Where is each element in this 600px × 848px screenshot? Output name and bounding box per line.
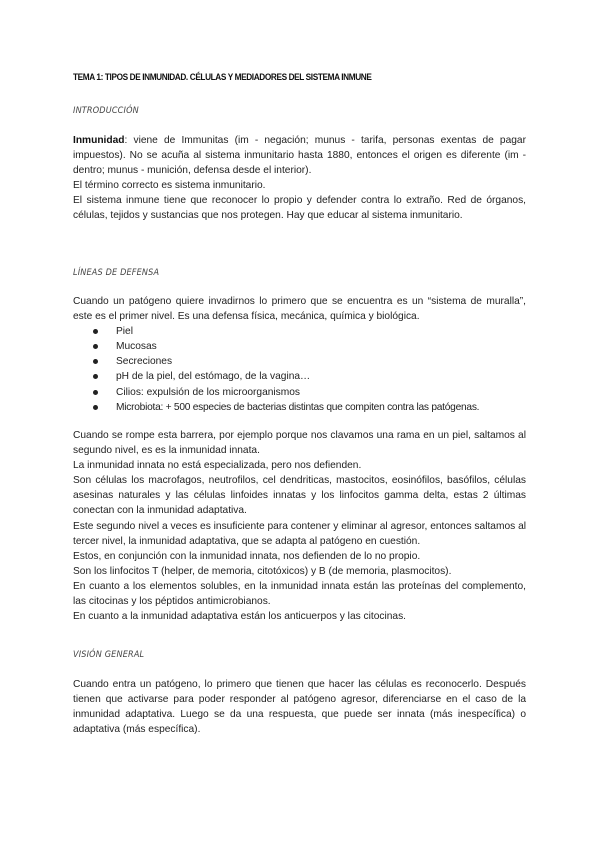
- bullet-icon: [93, 405, 98, 410]
- list-item: pH de la piel, del estómago, de la vagina…: [93, 369, 526, 384]
- defense-paragraph-8: En cuanto a los elementos solubles, en la inmunidad innata están las proteínas del complemento, las citocinas y los péptidos antimicrobianos.: [73, 580, 526, 608]
- intro-paragraph-1: [73, 133, 526, 178]
- defense-paragraph-6: Estos, en conjunción con la inmunidad innata, nos defienden de lo no propio.: [73, 550, 421, 562]
- bullet-icon: [93, 374, 98, 379]
- bullet-icon: [93, 359, 98, 364]
- defense-block: [73, 294, 526, 415]
- defense-levels-block: [73, 428, 526, 624]
- overview-paragraph-1: Cuando entra un patógeno, lo primero que tienen que hacer las células es reconocerlo. Después tienen que activarse para poder responder al patógeno agresor, diferenciarse en el caso de la inmunidad adaptativa. Luego se da una respuesta, que puede ser innata (más inespecífica) o adaptativa (más específica).: [73, 679, 526, 736]
- defense-paragraph-9: En cuanto a la inmunidad adaptativa están los anticuerpos y las citocinas.: [73, 611, 406, 623]
- overview-block: [73, 677, 526, 737]
- defense-paragraph-4: Son células los macrofagos, neutrofilos, cel dendriticas, mastocitos, eosinófilos, basófilos, células asesinas naturales y las células linfoides innatas y los linfocitos gamma delta, estas 2 últimas conectan con la inmunidad adaptativa.: [73, 475, 526, 517]
- defense-paragraph-7: Son los linfocitos T (helper, de memoria, citotóxicos) y B (de memoria, plasmocitos).: [73, 565, 452, 577]
- intro-paragraph-1-text: : viene de Immunitas (im - negación; munus - tarifa, personas exentas de pagar impuestos). No se acuña al sistema inmunitario hasta 1880, entonces el origen es diferente (im - dentro; munus - munición, defensa desde el interior).: [73, 135, 526, 177]
- defense-bullet-list: [73, 324, 526, 415]
- defense-paragraph-2: Cuando se rompe esta barrera, por ejemplo porque nos clavamos una rama en un piel, saltamos al segundo nivel, es es la inmunidad innata.: [73, 430, 526, 457]
- bullet-icon: [93, 329, 98, 334]
- intro-term: Inmunidad: [73, 135, 125, 146]
- list-item: Piel: [93, 324, 526, 339]
- defense-paragraph-intro: Cuando un patógeno quiere invadirnos lo primero que se encuentra es un “sistema de muralla”, este es el primer nivel. Es una defensa física, mecánica, química y biológica.: [73, 296, 526, 323]
- list-item: Mucosas: [93, 339, 526, 354]
- bullet-icon: [93, 344, 98, 349]
- list-item: Secreciones: [93, 354, 526, 369]
- list-item: Cilios: expulsión de los microorganismos: [93, 385, 526, 400]
- section-heading-vision-general: VISIÓN GENERAL: [73, 650, 145, 660]
- section-heading-introduccion: INTRODUCCIÓN: [73, 106, 139, 116]
- document-title: TEMA 1: TIPOS DE INMUNIDAD. CÉLULAS Y MEDIADORES DEL SISTEMA INMUNE: [73, 72, 372, 83]
- defense-paragraph-5: Este segundo nivel a veces es insuficiente para contener y eliminar al agresor, entonces saltamos al tercer nivel, la inmunidad adaptativa, que se adapta al patógeno en cuestión.: [73, 520, 526, 547]
- defense-paragraph-3: La inmunidad innata no está especializada, pero nos defienden.: [73, 460, 362, 472]
- section-heading-lineas-de-defensa: LÍNEAS DE DEFENSA: [73, 268, 160, 278]
- bullet-icon: [93, 390, 98, 395]
- intro-paragraph-3: El sistema inmune tiene que reconocer lo propio y defender contra lo extraño. Red de órganos, células, tejidos y sustancias que nos protegen. Hay que educar al sistema inmunitario.: [73, 195, 526, 222]
- list-item: Microbiota: + 500 especies de bacterias distintas que compiten contra las patógenas.: [93, 400, 526, 415]
- intro-paragraph-2: El término correcto es sistema inmunitario.: [73, 180, 266, 192]
- intro-block: [73, 133, 526, 224]
